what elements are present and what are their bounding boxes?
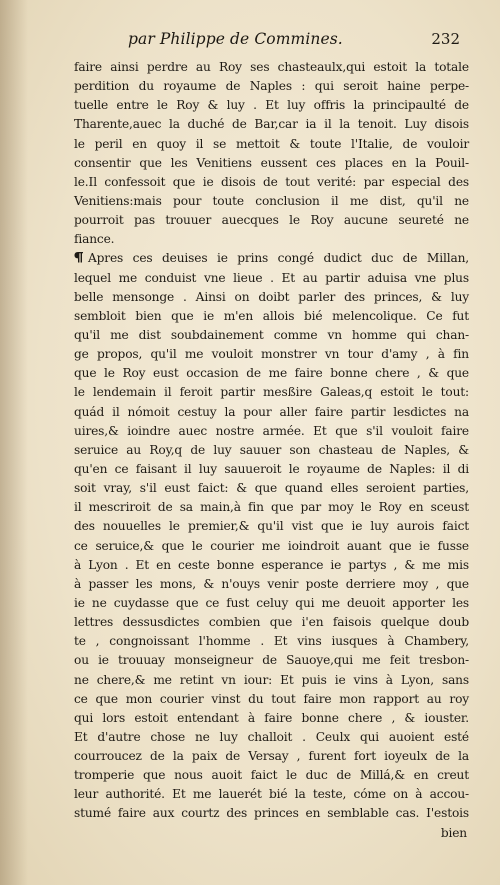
text-line: faire ainsi perdre au Roy ses chasteaulx,qui estoit la totale	[74, 60, 469, 74]
text-line: tromperie que nous auoit faict le duc de Millá,& en creut	[74, 768, 469, 783]
text-line: que le Roy eust occasion de me faire bonne chere , & que	[74, 366, 469, 381]
text-line: sembloit bien que ie m'en allois bié melencolique. Ce fut	[74, 308, 469, 323]
text-line: consentir que les Venitiens eussent ces places en la Pouil-	[74, 155, 469, 170]
text-line: le.Il confessoit que ie disois de tout verité: par especial des	[74, 174, 469, 189]
text-line: le lendemain il feroit partir mesßire Galeas,q estoit le tout:	[74, 385, 469, 400]
text-line: soit vray, s'il eust faict: & que quand elles seroient parties,	[74, 481, 469, 496]
text-line: des nouuelles le premier,& qu'il vist que ie luy aurois faict	[74, 519, 469, 534]
text-line: perdition du royaume de Naples : qui seroit haine perpe-	[74, 79, 469, 94]
page-header	[120, 30, 460, 52]
page-number: 232	[431, 30, 460, 48]
text-line: ce que mon courier vinst du tout faire mon rapport au roy	[74, 691, 469, 706]
text-line: Et d'autre chose ne luy challoit . Ceulx qui auoient esté	[74, 729, 469, 744]
text-line: te , congnoissant l'homme . Et vins iusques à Chambery,	[74, 634, 469, 649]
text-line: seruice au Roy,q de luy sauuer son chasteau de Naples, &	[74, 442, 469, 457]
text-line: lequel me conduist vne lieue . Et au partir aduisa vne plus	[74, 270, 469, 285]
text-line: qu'il me dist soubdainement comme vn homme qui chan-	[74, 327, 469, 342]
body-text	[74, 58, 469, 843]
text-line: lettres dessusdictes combien que i'en faisois quelque doub	[74, 615, 469, 630]
text-line: Apres ces deuises ie prins congé dudict duc de Millan,	[88, 251, 469, 266]
text-line: stumé faire aux courtz des princes en semblable cas. I'estois	[74, 806, 469, 821]
text-line: uires,& ioindre auec nostre armée. Et que s'il vouloit faire	[74, 423, 469, 438]
text-line: il mescriroit de sa main,à fin que par moy le Roy en sceust	[74, 500, 469, 515]
text-line: ge propos, qu'il me vouloit monstrer vn tour d'amy , à fin	[74, 347, 469, 362]
text-line: leur authorité. Et me lauerét bié la teste, cóme on à accou-	[74, 787, 469, 802]
running-title: par Philippe de Commines.	[128, 30, 343, 48]
catchword: bien	[440, 825, 467, 840]
paragraph-start-line	[74, 249, 469, 268]
text-line: ou ie trouuay monseigneur de Sauoye,qui me feit tresbon-	[74, 653, 469, 668]
text-line: fiance.	[74, 232, 115, 247]
text-line: courroucez de la paix de Versay , furent fort ioyeulx de la	[74, 749, 469, 764]
text-line: ce seruice,& que le courier me ioindroit auant que ie fusse	[74, 538, 469, 553]
text-line: Venitiens:mais pour toute conclusion il me dist, qu'il ne	[74, 193, 469, 208]
text-line: à passer les mons, & n'ouys venir poste derriere moy , que	[74, 576, 469, 591]
text-line: qui lors estoit entendant à faire bonne chere , & iouster.	[74, 710, 469, 725]
gutter-shadow	[0, 0, 28, 885]
text-line: le peril en quoy il se mettoit & toute l'Italie, de vouloir	[74, 136, 469, 151]
text-line: à Lyon . Et en ceste bonne esperance ie partys , & me mis	[74, 557, 469, 572]
text-line: ie ne cuydasse que ce fust celuy qui me deuoit apporter les	[74, 595, 469, 610]
pilcrow-icon	[74, 251, 84, 263]
text-line: Tharente,auec la duché de Bar,car ia il la tenoit. Luy disois	[74, 117, 469, 132]
text-line: ne chere,& me retint vn iour: Et puis ie vins à Lyon, sans	[74, 672, 469, 687]
text-line: pourroit pas trouuer auecques le Roy aucune seureté ne	[74, 213, 469, 228]
text-line: quád il nómoit cestuy la pour aller faire partir lesdictes na	[74, 404, 469, 419]
text-line: belle mensonge . Ainsi on doibt parler des princes, & luy	[74, 289, 469, 304]
text-line: tuelle entre le Roy & luy . Et luy offris la principaulté de	[74, 98, 469, 113]
text-line: qu'en ce faisant il luy sauueroit le royaume de Naples: il di	[74, 461, 469, 476]
